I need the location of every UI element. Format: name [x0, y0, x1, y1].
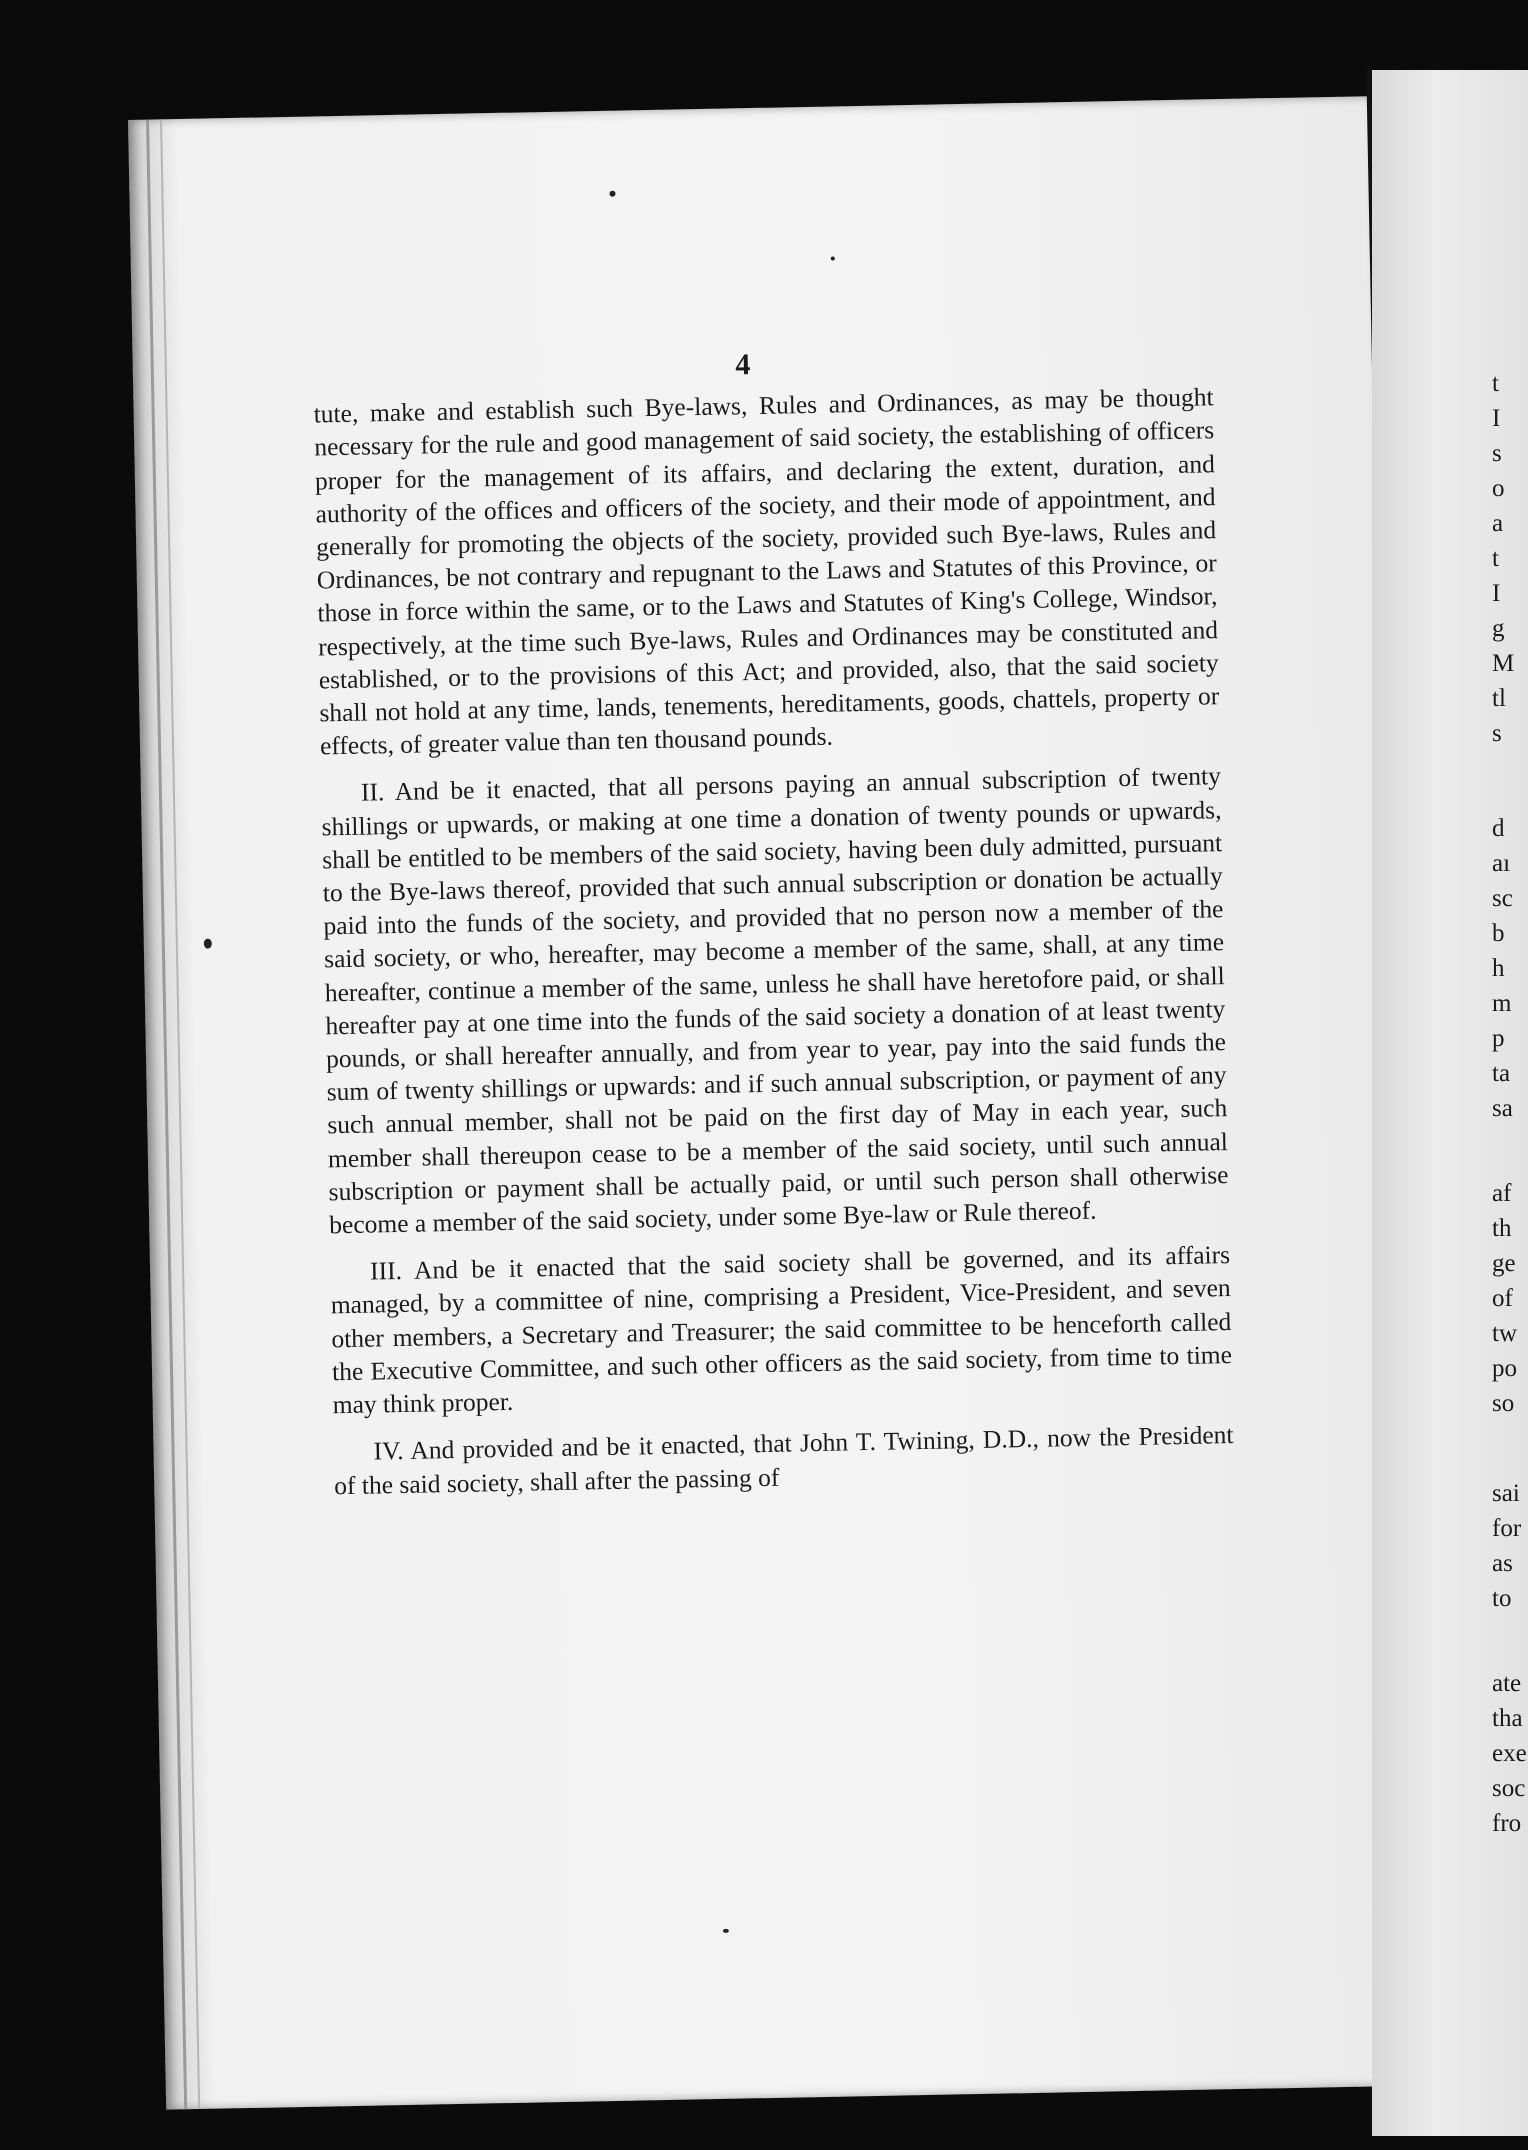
- adjacent-page-fragment: b: [1492, 920, 1505, 947]
- adjacent-page-fragment: sc: [1492, 885, 1513, 912]
- adjacent-page-fragment: tw: [1492, 1320, 1517, 1347]
- page-number: 4: [734, 348, 751, 382]
- adjacent-page-fragment: t: [1492, 545, 1499, 572]
- adjacent-page-fragment: th: [1492, 1215, 1512, 1242]
- adjacent-page-fragment: I: [1492, 405, 1501, 432]
- adjacent-page-fragment: tha: [1492, 1705, 1523, 1732]
- adjacent-page-fragment: t: [1492, 370, 1499, 397]
- adjacent-page-fragment: I: [1492, 580, 1501, 607]
- paragraph-continuation: tute, make and establish such Bye-laws, Rules and Ordinances, as may be thought necessary for the rule and good management of said society, the establishing of officers proper for the management of its affairs, and declaring the extent, duration, and authority of the offices and officers of the society, and their mode of appointment, and generally for promoting the objects of the society, provided such Bye-laws, Rules and Ordinances, be not contrary and repugnant to the Laws and Statutes of this Province, or those in force within the same, or to the Laws and Statutes of King's College, Windsor, respectively, at the time such Bye-laws, Rules and Ordinances may be constituted and established, or to the provisions of this Act; and provided, also, that the said society shall not hold at any time, lands, tenements, hereditaments, goods, chattels, property or effects, of greater value than ten thousand pounds.: [313, 382, 1220, 761]
- adjacent-page-fragment: ge: [1492, 1250, 1516, 1277]
- scan-speck: [831, 256, 835, 260]
- adjacent-page-fragment: o: [1492, 475, 1505, 502]
- adjacent-page-fragment: exe: [1492, 1740, 1527, 1767]
- adjacent-page-fragment: p: [1492, 1025, 1505, 1052]
- adjacent-page-fragment: g: [1492, 615, 1505, 642]
- adjacent-page-fragment: s: [1492, 720, 1502, 747]
- adjacent-page-fragment: po: [1492, 1355, 1517, 1382]
- adjacent-page-fragment: as: [1492, 1550, 1513, 1577]
- adjacent-page-fragment: aı: [1492, 850, 1511, 877]
- adjacent-page-fragment: ta: [1492, 1060, 1511, 1087]
- adjacent-page-fragment: to: [1492, 1585, 1512, 1612]
- adjacent-page-fragment: of: [1492, 1285, 1513, 1312]
- page-text: [313, 339, 1235, 1516]
- paragraph-section-ii: II. And be it enacted, that all persons paying an annual subscription of twenty shillings or upwards, or making at one time a donation of twenty pounds or upwards, shall be entitled to be members of the said society, having been duly admitted, pursuant to the Bye-laws thereof, provided that such annual subscription or donation be actually paid into the funds of the society, and provided that no person now a member of the said society, or who, hereafter, may become a member of the same, shall, at any time hereafter, continue a member of the same, unless he shall have heretofore paid, or shall hereafter pay at one time into the funds of the said society a donation of at least twenty pounds, or shall hereafter annually, and from year to year, pay into the said funds the sum of twenty shillings or upwards: and if such annual subscription, or payment of any such annual member, shall not be paid on the first day of May in each year, such member shall thereupon cease to be a member of the said society, until such annual subscription or payment shall be actually paid, or until such person shall otherwise become a member of the said society, under some Bye-law or Rule thereof.: [321, 761, 1229, 1240]
- adjacent-page-fragment: soc: [1492, 1775, 1526, 1802]
- adjacent-page-fragment: fro: [1492, 1810, 1522, 1837]
- adjacent-page-fragment: af: [1492, 1180, 1512, 1207]
- scan-speck: [723, 1929, 729, 1933]
- adjacent-page-fragment: a: [1492, 510, 1504, 537]
- paragraph-section-iii: III. And be it enacted that the said society shall be governed, and its affairs managed, by a committee of nine, comprising a President, Vice-President, and seven other members, a Secretary and Treasurer; the said committee to be henceforth called the Executive Committee, and such other officers as the said society, from time to time may think proper.: [330, 1240, 1233, 1420]
- adjacent-page-fragment: sa: [1492, 1095, 1513, 1122]
- scanned-page: [128, 96, 1406, 2109]
- adjacent-page-fragment: sai: [1492, 1480, 1520, 1507]
- adjacent-page-fragment: so: [1492, 1390, 1515, 1417]
- scan-speck: [609, 191, 615, 197]
- adjacent-page-strip: [1372, 70, 1528, 2136]
- adjacent-page-fragment: d: [1492, 815, 1505, 842]
- paragraph-section-iv: IV. And provided and be it enacted, that John T. Twining, D.D., now the President of the said society, shall after the passing of: [333, 1420, 1234, 1500]
- adjacent-page-fragment: h: [1492, 955, 1505, 982]
- adjacent-page-fragment: ate: [1492, 1670, 1522, 1697]
- scan-speck: [204, 939, 212, 949]
- adjacent-page-fragment: m: [1492, 990, 1512, 1017]
- adjacent-page-fragment: tl: [1492, 685, 1506, 712]
- adjacent-page-fragment: M: [1492, 650, 1515, 677]
- adjacent-page-fragment: for: [1492, 1515, 1522, 1542]
- adjacent-page-fragment: s: [1492, 440, 1502, 467]
